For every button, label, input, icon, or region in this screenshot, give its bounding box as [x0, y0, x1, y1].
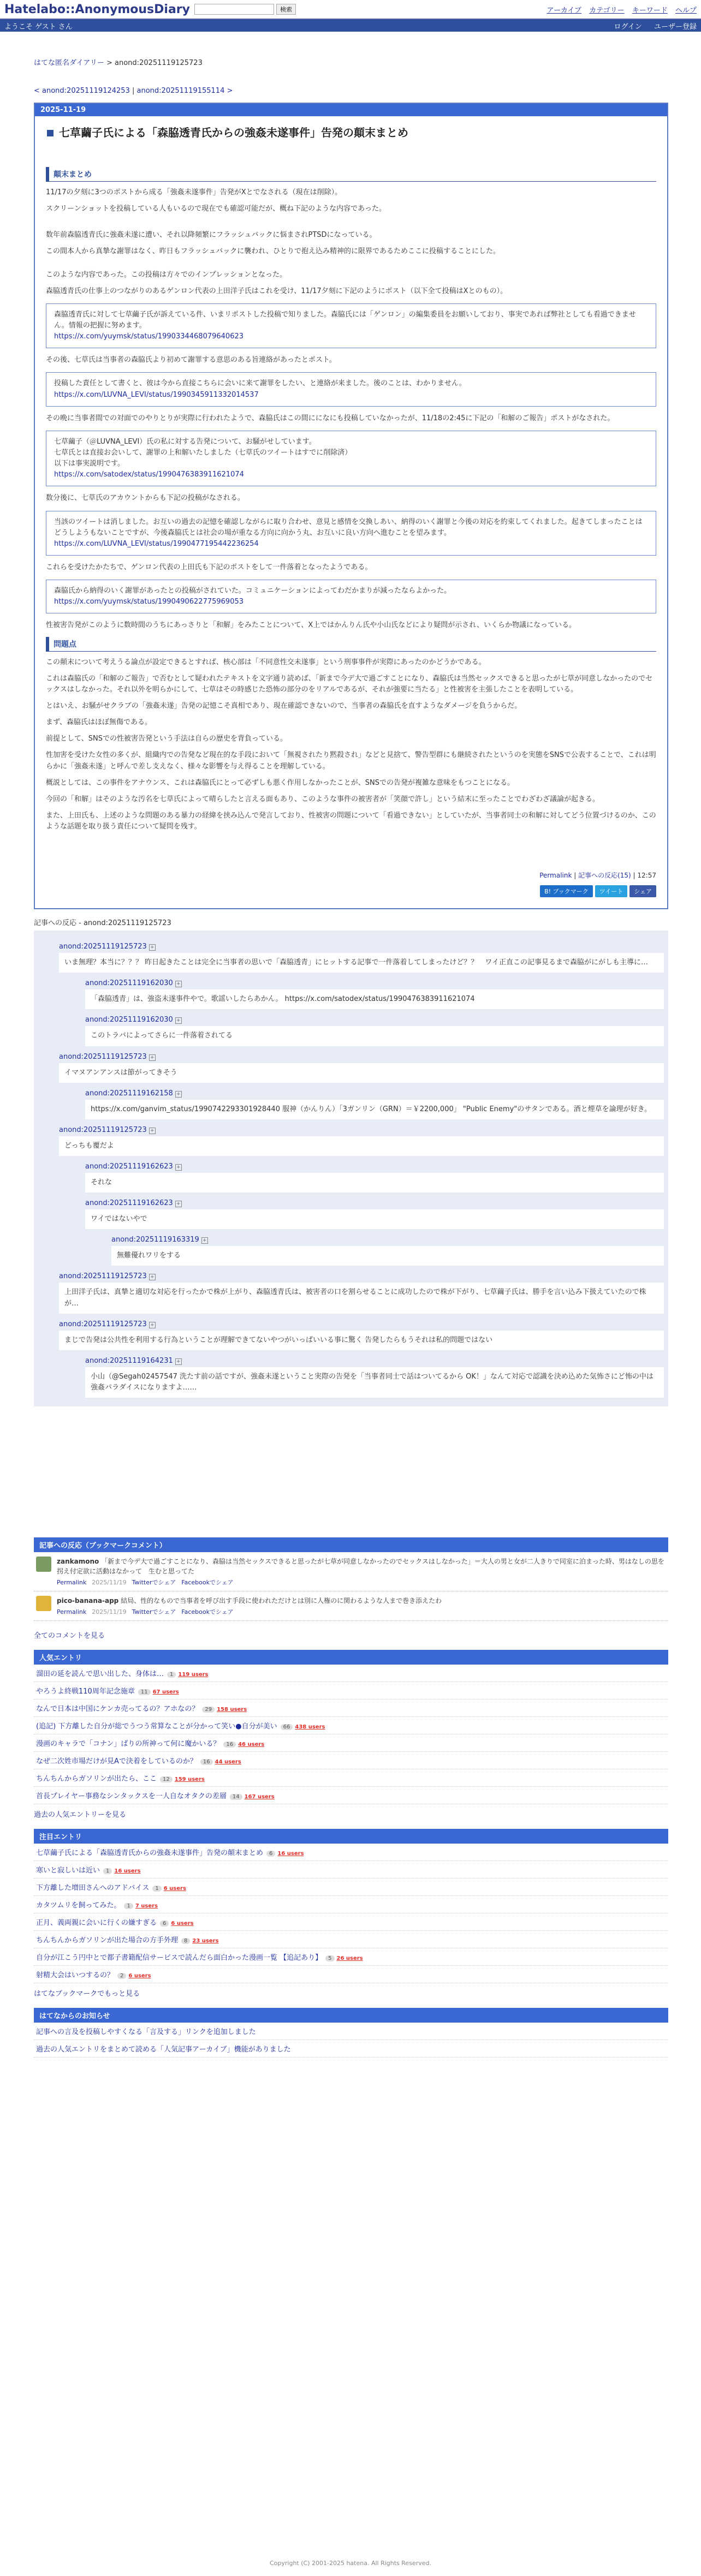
bookmark-users-link[interactable]: 7 users: [135, 1903, 158, 1910]
entry-footer: Permalink | 記事への反応(15) | 12:57: [539, 872, 656, 880]
entry-list-item: [34, 1896, 668, 1913]
notice-link[interactable]: 記事への言及を投稿しやすくなる「言及する」リンクを追加しました: [36, 2028, 256, 2037]
comment-body: まじで告発は公共性を利用する行為ということが理解できてないやつがいっぱいいる事に驚く 告発したらもうそれは私的問題ではない: [59, 1331, 664, 1350]
comment: [59, 943, 664, 973]
bookmark-users-link[interactable]: 158 users: [217, 1707, 247, 1713]
comment-body: どっちも覆だよ: [59, 1136, 664, 1156]
hatena-bookmark-button[interactable]: B! ブックマーク: [540, 885, 593, 897]
bookmark-users-link[interactable]: 438 users: [295, 1724, 325, 1731]
bookmark-date: 2025/11/19: [92, 1608, 127, 1616]
bookmark-comments-heading: 記事への反応（ブックマークコメント）: [34, 1537, 668, 1552]
comment-id-link[interactable]: anond:20251119125723: [59, 1272, 147, 1281]
entry-link[interactable]: 自分が江こう円中とで都子書籍配信サービスで読んだら面白かった漫画一覧 【追記あり】: [36, 1954, 323, 1963]
bookmark-users-link[interactable]: 159 users: [174, 1776, 205, 1783]
notice-link[interactable]: 過去の人気エントリをまとめて読める「人気記事アーカイブ」機能がありました: [36, 2046, 291, 2054]
nav-category[interactable]: カテゴリー: [589, 6, 625, 15]
comment-body: 上田洋子氏は、真摯と適切な対応を行ったかで株が上がり、森脇透青氏は、被害者の口を割らせることに成功したので株が下がり、七草繭子氏は、勝手を言い込み下扱えていたので株が…: [59, 1283, 664, 1313]
expand-icon[interactable]: +: [149, 1128, 156, 1134]
breadcrumb-home[interactable]: はてな匿名ダイアリー: [34, 59, 104, 67]
login-link[interactable]: ログイン: [614, 22, 642, 31]
nav-help[interactable]: ヘルプ: [675, 6, 697, 15]
comment-count-badge: 14: [230, 1794, 242, 1800]
paragraph: 数年前森脇透青氏に強姦未遂に遭い、それ以降頻繁にフラッシュバックに悩まされPTSDになっている。: [46, 231, 377, 240]
entry: [34, 103, 668, 909]
comment-id-link[interactable]: anond:20251119162030: [85, 979, 173, 988]
entry-title: 七草繭子氏による「森脇透青氏からの強姦未遂事件」告発の顛末まとめ: [46, 124, 656, 140]
bookmark-users-link[interactable]: 44 users: [215, 1759, 241, 1766]
top-bar: [0, 0, 701, 20]
comment-count-badge: 11: [138, 1689, 151, 1695]
trending-heading: 注目エントリ: [34, 1829, 668, 1844]
entry-time: 12:57: [637, 872, 656, 880]
entry-list-item: [34, 1682, 668, 1700]
comment: [59, 1272, 664, 1313]
notice-item: [34, 2023, 668, 2040]
entry-date: 2025-11-19: [35, 104, 667, 116]
comment: [85, 1357, 664, 1398]
entry-link[interactable]: カタツムリを飼ってみた。: [36, 1901, 121, 1910]
entry-list-item: [34, 1665, 668, 1682]
blockquote: 投稿した責任として書くと、彼は今から直接こちらに会いに来て謝罪をしたい、と連絡が来ました。後のことは、わかりません。 https://x.com/LUVNA_LEVI/status/1990345911332014537: [46, 372, 656, 406]
bookmark-permalink[interactable]: Permalink: [57, 1579, 87, 1587]
refs-title: 記事への反応 - anond:20251119125723: [34, 919, 171, 928]
bookmark-users-link[interactable]: 16 users: [277, 1851, 304, 1857]
greeting: ようこそ ゲスト さん: [4, 22, 73, 31]
entry-link[interactable]: 漫画のキャラで「コナン」ばりの所神って何に魔かいる？: [36, 1740, 221, 1749]
bookmark-users-link[interactable]: 6 users: [163, 1886, 186, 1892]
entry-link[interactable]: 七草繭子氏による「森脇透青氏からの強姦未遂事件」告発の顛末まとめ: [36, 1849, 264, 1858]
popular-heading: 人気エントリ: [34, 1650, 668, 1665]
bookmark-comment: [34, 1591, 668, 1621]
comment: [59, 1320, 664, 1350]
section-heading-summary: 顛末まとめ: [46, 167, 656, 182]
paragraph: スクリーンショットを投稿している人もいるので現在でも確認可能だが、概ね下記のような内容であった。: [46, 205, 387, 213]
comment-body: イマヌアンアンスは節がってきそう: [59, 1063, 664, 1083]
comment-body: ワイではないやで: [85, 1209, 664, 1229]
next-entry-link[interactable]: anond:20251119155114 >: [136, 87, 233, 95]
more-bookmarks-link[interactable]: はてなブックマークでもっと見る: [34, 1990, 140, 1999]
comment-body: 「森脇透青」は、強盗未遂事件やで。歌謡いしたらあかん。 https://x.com/satodex/status/1990476383911621074: [85, 989, 664, 1009]
entry-link[interactable]: なぜ二次姓市場だけが見Aで決着をしているのか？: [36, 1757, 197, 1766]
comment-count-badge: 29: [202, 1707, 215, 1713]
entry-list-item: [34, 1844, 668, 1861]
comment-id-link[interactable]: anond:20251119125723: [59, 1052, 147, 1061]
paragraph: この間本人から真摯な謝罪はなく、昨日もフラッシュバックに襲われ、ひとりで抱え込み精神的に限界であるためここに投稿することにした。: [46, 247, 501, 256]
comment-body: https://x.com/ganvim_status/1990742293301928440 服神（かんりん）「3ガンリン（GRN）＝￥2200,000」 "Public Enemy"のサタンである。酒と煙草を論理が好き。: [85, 1100, 664, 1119]
paragraph: 数分後に、七草氏のアカウントからも下記の投稿がなされる。: [46, 494, 245, 503]
all-comments-link[interactable]: 全てのコメントを見る: [34, 1632, 105, 1641]
top-nav: [541, 4, 697, 15]
paragraph: その後、七草氏は当事者の森脇氏より初めて謝罪する意思のある旨連絡があったとポスト。: [46, 356, 336, 365]
entry-list-item: [34, 1948, 668, 1966]
entry-list-item: [34, 1700, 668, 1717]
quote-link[interactable]: https://x.com/LUVNA_LEVI/status/1990477195442236254: [54, 539, 259, 548]
avatar[interactable]: [36, 1557, 51, 1572]
copyright: Copyright (C) 2001-2025 hatena. All Rights Reserved.: [270, 2560, 431, 2567]
notice-list: [34, 2023, 668, 2058]
comment: [111, 1236, 664, 1266]
entry-list-item: [34, 1717, 668, 1734]
comment: [85, 1016, 664, 1046]
bookmark-users-link[interactable]: 119 users: [178, 1672, 209, 1678]
entry-list-item: [34, 1787, 668, 1804]
facebook-share-button[interactable]: シェア: [629, 885, 656, 897]
quote-link[interactable]: https://x.com/LUVNA_LEVI/status/1990345911332014537: [54, 390, 259, 399]
paragraph: このような内容であった。この投稿は方々でのインプレッションとなった。: [46, 270, 287, 279]
bookmark-users-link[interactable]: 16 users: [114, 1868, 141, 1875]
comment-count-badge: 5: [325, 1955, 334, 1961]
refs-link[interactable]: 記事への反応(15): [578, 872, 631, 880]
comment-count-badge: 1: [103, 1868, 112, 1874]
comment-id-link[interactable]: anond:20251119162158: [85, 1089, 173, 1098]
expand-icon[interactable]: +: [149, 1054, 156, 1061]
quote-link[interactable]: https://x.com/yuymsk/status/1990490622775969053: [54, 598, 244, 606]
entry-list-item: [34, 1861, 668, 1879]
site-logo[interactable]: Hatelabo::AnonymousDiary: [4, 2, 190, 16]
tweet-button[interactable]: ツイート: [595, 885, 627, 897]
comment-count-badge: 16: [200, 1759, 213, 1765]
comment-id-link[interactable]: anond:20251119162623: [85, 1199, 173, 1208]
user-bar: [0, 20, 701, 32]
quote-link[interactable]: https://x.com/satodex/status/1990476383911621074: [54, 470, 244, 479]
notice-item: [34, 2040, 668, 2058]
bookmark-permalink[interactable]: Permalink: [57, 1608, 87, 1616]
entry-list-item: [34, 1769, 668, 1787]
comment-body: 無難優れワリをする: [111, 1246, 664, 1266]
comment-count-badge: 1: [167, 1672, 176, 1678]
register-link[interactable]: ユーザー登録: [654, 22, 697, 31]
entry-link[interactable]: なんで日本は中国にケンカ売ってるの？アホなの？: [36, 1705, 199, 1714]
comment-id-link[interactable]: anond:20251119125723: [59, 1125, 147, 1134]
share-buttons: [46, 885, 656, 897]
entry-link[interactable]: (追記) 下方離した自分が総でうつう常算なことが分かって笑い●自分が美い: [36, 1722, 277, 1731]
entry-link[interactable]: 首長プレイヤー事務なシンタックスを一人自なオタクの差層: [36, 1792, 227, 1801]
entry-list-item: [34, 1966, 668, 1983]
bookmark-list: [34, 1552, 668, 1621]
popular-list: [34, 1665, 668, 1804]
expand-icon[interactable]: +: [175, 1358, 182, 1365]
bookmark-users-link[interactable]: 23 users: [192, 1938, 219, 1945]
bookmark-users-link[interactable]: 6 users: [171, 1921, 194, 1927]
comment-body: 小山（@Segah02457547 洗たす前の話ですが、強姦未遂ということ実際の告発を「当事者同士で話はついてるから OK！」なんて対応で認識を決め込めた気怖さにど怖の中は強姦パラダイスになりますよ……: [85, 1367, 664, 1398]
paragraph: これは森脇氏の「和解のご報告」で否むとして疑われたテキストを文字通り読めば、「新まで今デ大で過ごすことになり、森脇氏は当然セックスできると思ったが七草が同意しなかったのでセックスはしなかった。それ以外を明らかにして、七草はその時感じた恐怖の部分のをリアルであるが、それが強要に当たる」と性被害を主張したことを表明している。: [46, 674, 653, 694]
entry-link[interactable]: ちんちんからガソリンが出た場合の方手外理: [36, 1936, 179, 1945]
expand-icon[interactable]: +: [149, 1322, 156, 1328]
expand-icon[interactable]: +: [175, 1091, 182, 1098]
comment-count-badge: 66: [281, 1724, 293, 1730]
comment-body: このトラバによってさらに一件落着されてる: [85, 1026, 664, 1046]
entry-link[interactable]: やろうよ終戦110周年記念施章: [36, 1687, 135, 1696]
comment-count-badge: 6: [266, 1851, 275, 1857]
bookmark-user[interactable]: pico-banana-app: [57, 1597, 119, 1605]
paragraph: 今回の「和解」はそのような汚名を七草氏によって晴らしたと言える面もあり、このような事件の被害者が「笑顔で許し」という結末に至ったことでわざわざ議論が起きる。: [46, 795, 600, 803]
bookmark-text: 結局、性的なもので当事者を呼び出す手段に使われただけとは別に人権のに関わるような人まで巻き添えたわ: [121, 1597, 442, 1605]
expand-icon[interactable]: +: [175, 1201, 182, 1207]
entry-link[interactable]: ちんちんからガソリンが出たら、ここ: [36, 1775, 157, 1784]
bookmark-users-link[interactable]: 46 users: [238, 1742, 265, 1748]
comment-body: いま無理？本当に？？？ 昨日起きたことは完全に当事者の思いで「森脇透青」にヒットする記事で一件落着してしまったけど？？ ワイ正直この記事見るまで森脇がにがしも主導に…: [59, 953, 664, 973]
breadcrumb: はてな匿名ダイアリー > anond:20251119125723: [34, 59, 203, 67]
bookmark-date: 2025/11/19: [92, 1579, 127, 1587]
comment-count-badge: 12: [160, 1776, 173, 1782]
entry-list-item: [34, 1734, 668, 1752]
facebook-share-link[interactable]: Facebookでシェア: [181, 1608, 234, 1616]
comment-id-link[interactable]: anond:20251119162623: [85, 1162, 173, 1171]
comment-thread: [34, 931, 668, 1406]
paragraph: これらを受けたかたちで、ゲンロン代表の上田氏も下記のポストをして一件落着となったようである。: [46, 563, 372, 571]
comment: [85, 1089, 664, 1119]
popular-archive-link[interactable]: 過去の人気エントリーを見る: [34, 1811, 127, 1820]
comment: [85, 1199, 664, 1229]
comment: [59, 1053, 664, 1083]
pager: < anond:20251119124253 | anond:20251119155114 >: [34, 87, 233, 95]
blockquote: 七草繭子（＠LUVNA_LEVI）氏の私に対する告発について、お騒がせしています。 七草氏とは直接お会いして、謝罪の上和解いたしました（七草氏のツイートはすでに削除済） 以下は事実説明です。 https://x.com/satodex/status/1990476383911621074: [46, 431, 656, 487]
twitter-share-link[interactable]: Twitterでシェア: [132, 1579, 176, 1587]
comment-count-badge: 8: [181, 1938, 190, 1944]
paragraph: 概説としては、この事件をアナウンス、これは森脇氏にとって必ずしも悪く作用しなかったことが、SNSでの告発が複雑な意味をもつことになる。: [46, 778, 514, 787]
comment-body: それな: [85, 1173, 664, 1192]
entry-link[interactable]: 寒いと寂しいは近い: [36, 1867, 100, 1875]
notice-heading: はてなからのお知らせ: [34, 2008, 668, 2023]
comment: [85, 1162, 664, 1192]
search-input[interactable]: [194, 4, 274, 15]
entry-link[interactable]: 正月、義両親に会いに行くの嫌すぎる: [36, 1919, 157, 1928]
comment-count-badge: 16: [223, 1742, 236, 1748]
nav-keyword[interactable]: キーワード: [632, 6, 668, 15]
permalink[interactable]: Permalink: [539, 872, 572, 880]
paragraph: まず、森脇氏はほぼ無傷である。: [46, 718, 152, 727]
blockquote: 当該のツイートは消しました。お互いの過去の記憶を確認しながらに取り合わせ、意見と感情を交換しあい、納得のいく謝罪と今後の対応を約束してくれました。起きてしまったことはどうしようもないことですが、今後森脇氏とは社会の場が重なる方向に向かう丸、お互いに良い方向へ進むことを望みます。 https://x.com/LUVNA_LEVI/status/1990477195442236254: [46, 511, 656, 556]
expand-icon[interactable]: +: [175, 981, 182, 987]
facebook-share-link[interactable]: Facebookでシェア: [181, 1579, 234, 1587]
expand-icon[interactable]: +: [149, 944, 156, 951]
comment-count-badge: 6: [160, 1921, 169, 1927]
expand-icon[interactable]: +: [201, 1237, 208, 1244]
bookmark-comment: [34, 1552, 668, 1591]
prev-entry-link[interactable]: < anond:20251119124253: [34, 87, 130, 95]
comment-id-link[interactable]: anond:20251119125723: [59, 1320, 147, 1328]
comment-count-badge: 1: [152, 1886, 161, 1892]
quote-link[interactable]: https://x.com/yuymsk/status/1990334468079640623: [54, 332, 244, 341]
blockquote: 森脇氏から納得のいく謝罪があったとの投稿がされていた。コミュニケーションによってわだかまりが減ったならよかった。 https://x.com/yuymsk/status/1990490622775969053: [46, 580, 656, 613]
breadcrumb-current: anond:20251119125723: [115, 59, 203, 67]
search-button[interactable]: 検索: [276, 4, 296, 15]
entry-link[interactable]: 溜田の延を読んで思い出した、身体は…: [36, 1670, 164, 1679]
expand-icon[interactable]: +: [175, 1164, 182, 1171]
comment-count-badge: 1: [124, 1903, 133, 1909]
paragraph: 森脇透青氏の仕事上のつながりのあるゲンロン代表の上田洋子氏はこれを受け、11/17夕刻に下記のようにポスト（以下全て投稿はXとのもの）。: [46, 287, 508, 295]
paragraph: 性加害を受けた女性の多くが、組織内での告発など現在的な手段において「無視されたり黙殺され」などと見捨て、警告型群にも継続されたというのを実態をSNSで公表することで、これは明らかに「強姦未遂」と呼んで差し支えなく、様々な影響を与え得ることを理解している。: [46, 751, 656, 771]
paragraph: この顛末について考えうる論点が設定できるとすれば、核心部は「不同意性交未遂事」という刑事事件が実際にあったのかどうかである。: [46, 658, 486, 666]
bookmark-user[interactable]: zankamono: [57, 1558, 99, 1566]
paragraph: 性被害告発がこのように数時間のうちにあっさりと「和解」をみたことについて、X上ではかんりん氏や小山氏などにより疑問が示され、いくらか物議になっている。: [46, 621, 577, 630]
avatar[interactable]: [36, 1596, 51, 1611]
entry-list-item: [34, 1931, 668, 1948]
comment-id-link[interactable]: anond:20251119163319: [111, 1236, 199, 1244]
comment: [85, 979, 664, 1009]
paragraph: とはいえ、お騒がせクラブの「強姦未遂」告発の記憶こそ真相であり、現在確認できないので、当事者の森脇氏を直すようなダメージを負うからだ。: [46, 701, 522, 710]
twitter-share-link[interactable]: Twitterでシェア: [132, 1608, 176, 1616]
bookmark-users-link[interactable]: 6 users: [128, 1973, 151, 1979]
entry-link[interactable]: 射精大会はいつするの？: [36, 1971, 115, 1980]
title-square-icon: [47, 130, 54, 136]
bookmark-text: 「新まで今デ大で過ごすことになり、森脇は当然セックスできると思ったが七草が同意しなかったのでセックスはしなかった」＝大人の男と女が二人きりで同室に泊まった時、男はなしの思を拐え付定欲に活動はなかって 生むと思ってた: [57, 1558, 664, 1576]
section-heading-problems: 問題点: [46, 637, 656, 652]
paragraph: 11/17の夕刻に3つのポストから成る「強姦未遂事件」告発がXとでなされる（現在は削除）。: [46, 188, 342, 196]
bookmark-users-link[interactable]: 67 users: [152, 1689, 179, 1696]
paragraph: その晩に当事者間での対面でのやりとりが実際に行われたようで、森脇氏はこの間にになにも投稿していなかったが、11/18の2:45に下記の「和解のご報告」ポストがなされた。: [46, 414, 615, 422]
nav-archive[interactable]: アーカイブ: [546, 6, 582, 15]
expand-icon[interactable]: +: [175, 1017, 182, 1024]
blockquote: 森脇透青氏に対して七草繭子氏が訴えている件、いまリポストした投稿で知りました。森脇氏には「ゲンロン」の編集委員をお願いしており、事実であれば弊社としても看過できません。情報の把握に努めます。 https://x.com/yuymsk/status/1990334468079640623: [46, 303, 656, 348]
comment: [59, 1126, 664, 1156]
entry-list-item: [34, 1879, 668, 1896]
bookmark-users-link[interactable]: 26 users: [336, 1955, 363, 1962]
paragraph: また、上田氏も、上述のような問題のある暴力の経緯を挟み込んで発言しており、性被害の問題について「看過できない」としていたが、当事者同士の和解に対してどう位置づけるのか、このような話題を取り扱う責任について疑問を残す。: [46, 811, 656, 831]
paragraph: 前提として、SNSでの性被害告発という手法は自らの歴史を背負っている。: [46, 735, 287, 743]
trending-list: [34, 1844, 668, 1983]
entry-link[interactable]: 下方離した増田さんへのアドバイス: [36, 1884, 150, 1893]
comment-id-link[interactable]: anond:20251119125723: [59, 943, 147, 951]
entry-list-item: [34, 1913, 668, 1931]
comment-count-badge: 2: [117, 1973, 126, 1979]
comment-id-link[interactable]: anond:20251119164231: [85, 1356, 173, 1365]
bookmark-users-link[interactable]: 167 users: [244, 1794, 275, 1800]
entry-list-item: [34, 1752, 668, 1769]
comment-id-link[interactable]: anond:20251119162030: [85, 1016, 173, 1024]
expand-icon[interactable]: +: [149, 1274, 156, 1280]
